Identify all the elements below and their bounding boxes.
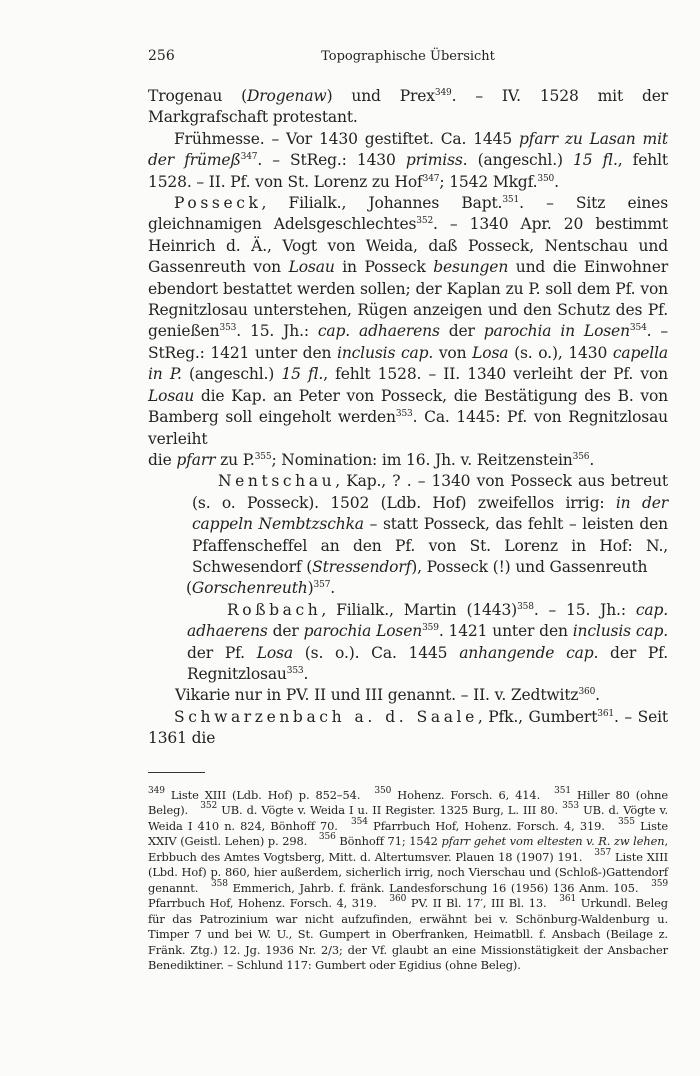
- running-title: Topographische Übersicht: [321, 49, 495, 64]
- paragraph-nentschau: Nentschau, Kap., ? . – 1340 von Posseck aus betreut (s. o. Posseck). 1502 (Ldb. Hof) zweifellos irrig: in der cappeln Nembtzschka – statt Posseck, das fehlt – leisten den Pfaffenscheffel an den Pf. von St. Lorenz in Hof: N., Schwesendorf (Stressendorf), Posseck (!) und Gassenreuth: [192, 472, 668, 576]
- book-page: [148, 48, 668, 974]
- page-number: 256: [148, 48, 175, 64]
- page-header: [148, 48, 668, 72]
- paragraph-fruehmesse: Frühmesse. – Vor 1430 gestiftet. Ca. 1445 pfarr zu Lasan mit der frümeß$^{347}$. – StReg.: 1430 primiss. (angeschl.) 15 fl., fehlt 1528. – II. Pf. von St. Lorenz zu Hof$^{347}$; 1542 Mkgf.$^{350}$.: [148, 129, 668, 191]
- paragraph-posseck-end: die pfarr zu P.$^{355}$; Nomination: im 16. Jh. v. Reitzenstein$^{356}$.: [148, 450, 595, 469]
- paragraph-rossbach: Roßbach, Filialk., Martin $(1443)^{358}$. – 15. Jh.: cap. adhaerens der parochia Losen$^{359}$. 1421 unter den inclusis cap. der Pf. Losa (s. o.). Ca. 1445 anhangende cap. der Pf. Regnitzlosau$^{353}$.: [187, 600, 669, 683]
- paragraph-schwarzenbach: Schwarzenbach a. d. Saale, Pfk., Gumbert$^{361}$. – Seit 1361 die: [148, 707, 668, 748]
- paragraph-trogenau: Trogenau (Drogenaw) und Prex$^{349}$. – IV. 1528 mit der Markgrafschaft protestant.: [148, 87, 668, 127]
- paragraph-nentschau-end: (Gorschenreuth)$^{357}$.: [186, 579, 336, 598]
- footnotes: $^{349}$ Liste XIII (Ldb. Hof) p. 852–54. $^{350}$ Hohenz. Forsch. 6, 414. $^{351}$ Hiller 80 (ohne Beleg). $^{352}$ UB. d. Vögte v. Weida I u. II Register. 1325 Burg, L. III 80. $^{353}$ UB. d. Vögte v. Weida I 410 n. 824, Bönhoff 70. $^{354}$ Pfarrbuch Hof, Hohenz. Forsch. 4, 319. $^{355}$ Liste XXIV (Geistl. Lehen) p. 298. $^{356}$ Bönhoff 71; 1542 pfarr gehet vom eltesten v. R. zw lehen, Erbbuch des Amtes Vogtsberg, Mitt. d. Altertumsver. Plauen 18 (1907) 191. $^{357}$ Liste XIII (Lbd. Hof) p. 860, hier außerdem, sicherlich irrig, noch Vierschau und (Schloß-)Gattendorf genannt. $^{358}$ Emmerich, Jahrb. f. fränk. Landesforschung 16 (1956) 136 Anm. 105. $^{359}$ Pfarrbuch Hof, Hohenz. Forsch. 4, 319. $^{360}$ PV. II Bl. 17′, III Bl. 13. $^{361}$ Urkundl. Beleg für das Patrozinium war nicht aufzufinden, erwähnt bei v. Schönburg-Waldenburg u. Timper 7 und bei W. U., St. Gumpert in Oberfranken, Heimatbll. f. Ansbach (Beilage z. Fränk. Ztg.) 12. Jg. 1936 Nr. 2/3; der Vf. glaubt an eine Missionstätigkeit der Ansbacher Benediktiner. – Schlund 117: Gumbert oder Egidius (ohne Beleg).: [148, 785, 668, 973]
- footnote-divider: [148, 772, 205, 773]
- paragraph-posseck: Posseck, Filialk., Johannes Bapt.$^{351}$. – Sitz eines gleichnamigen Adelsgeschlechtes$^{352}$. – 1340 Apr. 20 bestimmt Heinrich d. Ä., Vogt von Weida, daß Posseck, Nentschau und Gassenreuth von Losau in Posseck besungen und die Einwohner ebendort bestattet werden sollen; der Kaplan zu P. soll dem Pf. von Regnitzlosau unterstehen, Rügen anzeigen und den Schutz des Pf. genießen$^{353}$. 15. Jh.: cap. adhaerens der parochia in Losen$^{354}$. – StReg.: 1421 unter den inclusis cap. von Losa (s. o.), 1430 capella in P. (angeschl.) 15 fl., fehlt 1528. – II. 1340 verleiht der Pf. von Losau die Kap. an Peter von Posseck, die Bestätigung des B. von Bamberg soll eingeholt werden$^{353}$. Ca. 1445: Pf. von Regnitzlosau verleiht: [148, 194, 669, 448]
- paragraph-rossbach-end: Vikarie nur in PV. II und III genannt. – II. v. Zedtwitz$^{360}$.: [175, 686, 600, 705]
- main-text: [148, 86, 668, 750]
